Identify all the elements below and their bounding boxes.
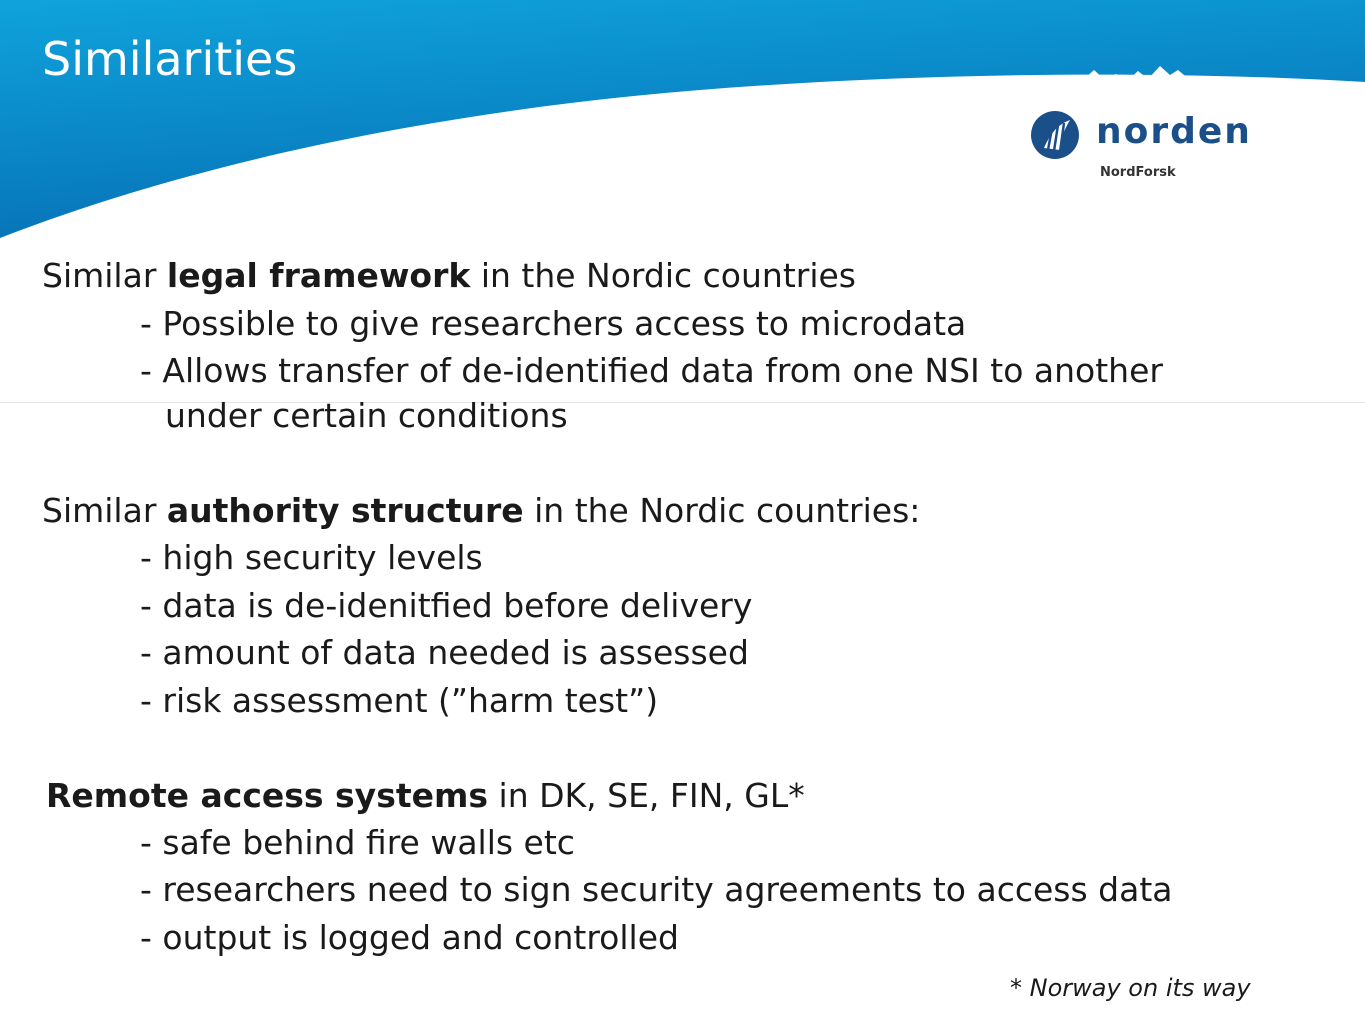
- heading-bold: legal framework: [166, 256, 471, 295]
- heading-text: in the Nordic countries: [470, 256, 856, 295]
- list-item: - high security levels: [140, 538, 483, 577]
- list-item: - amount of data needed is assessed: [140, 633, 749, 672]
- list-item: - safe behind fire walls etc: [140, 823, 575, 862]
- heading-text: in DK, SE, FIN, GL*: [488, 776, 805, 815]
- list-item: - Possible to give researchers access to microdata: [140, 304, 967, 343]
- section-heading-authority: [42, 491, 920, 531]
- footnote: * Norway on its way: [1010, 974, 1251, 1002]
- heading-bold: Remote access systems: [46, 776, 489, 815]
- section-heading-remote-access: [46, 776, 805, 816]
- heading-text: Similar: [42, 491, 167, 530]
- list-item: - output is logged and controlled: [140, 918, 679, 957]
- section-heading-legal: [42, 256, 856, 296]
- slide-title: Similarities: [42, 32, 298, 86]
- logo-subtitle: NordForsk: [1100, 165, 1176, 180]
- heading-text: Similar: [42, 256, 167, 295]
- list-item: - risk assessment (”harm test”): [140, 681, 659, 720]
- norden-logo: [1030, 110, 1290, 190]
- heading-bold: authority structure: [166, 491, 524, 530]
- heading-text: in the Nordic countries:: [523, 491, 921, 530]
- list-item: - Allows transfer of de-identified data from one NSI to another: [140, 351, 1163, 390]
- list-item: - data is de-idenitfied before delivery: [140, 586, 753, 625]
- list-item: - researchers need to sign security agreements to access data: [140, 870, 1173, 909]
- swan-icon: [1030, 110, 1080, 160]
- list-item: under certain conditions: [165, 396, 568, 435]
- logo-wordmark: norden: [1096, 111, 1252, 152]
